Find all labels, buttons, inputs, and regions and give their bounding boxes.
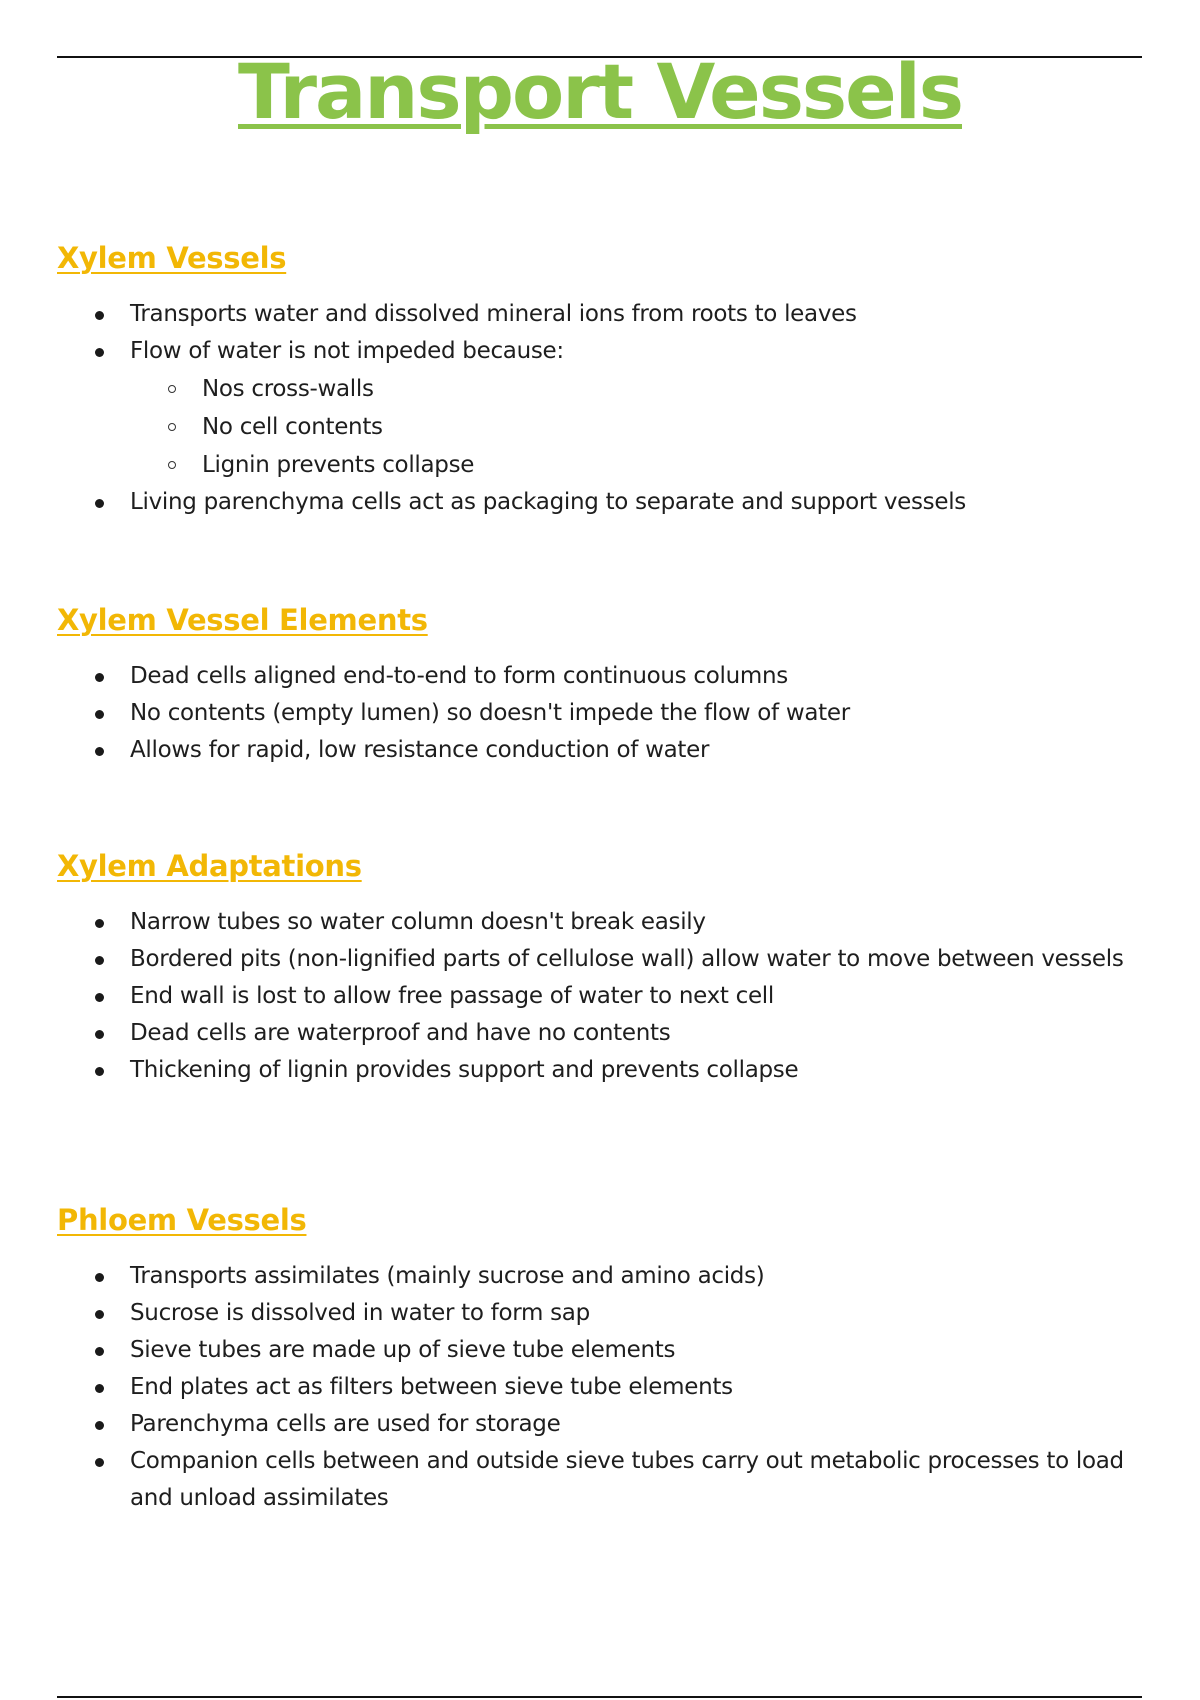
sub-bullet-list (130, 370, 1147, 484)
sub-list-item: Nos cross-walls (57, 370, 1147, 408)
list-item: Parenchyma cells are used for storage (57, 1406, 1147, 1443)
list-item: End plates act as filters between sieve tube elements (57, 1369, 1147, 1406)
list-item: Transports assimilates (mainly sucrose and amino acids) (57, 1258, 1147, 1295)
list-item: Living parenchyma cells act as packaging to separate and support vessels (57, 484, 1147, 521)
list-item: No contents (empty lumen) so doesn't impede the flow of water (57, 695, 1147, 732)
list-item: Bordered pits (non-lignified parts of cellulose wall) allow water to move between vessels (57, 941, 1147, 978)
list-item: Transports water and dissolved mineral ions from roots to leaves (57, 296, 1147, 333)
list-item: Dead cells are waterproof and have no contents (57, 1015, 1147, 1052)
section-phloem-vessels (57, 1202, 1147, 1517)
list-item: Sucrose is dissolved in water to form sap (57, 1295, 1147, 1332)
list-item: Thickening of lignin provides support and prevents collapse (57, 1052, 1147, 1089)
list-item: Companion cells between and outside sieve tubes carry out metabolic processes to load and unload assimilates (57, 1443, 1147, 1517)
bottom-rule (57, 1696, 1142, 1698)
section-xylem-vessel-elements (57, 602, 1147, 769)
section-heading: Xylem Vessels (57, 241, 287, 275)
list-item-text: Flow of water is not impeded because: (130, 338, 564, 364)
section-heading: Xylem Vessel Elements (57, 603, 428, 637)
list-item: Narrow tubes so water column doesn't break easily (57, 904, 1147, 941)
list-item (57, 333, 1147, 484)
bullet-list (57, 904, 1147, 1089)
section-heading: Xylem Adaptations (57, 849, 362, 883)
sub-list-item: No cell contents (57, 408, 1147, 446)
list-item: Sieve tubes are made up of sieve tube elements (57, 1332, 1147, 1369)
bullet-list (57, 658, 1147, 769)
list-item: Allows for rapid, low resistance conduction of water (57, 732, 1147, 769)
section-heading: Phloem Vessels (57, 1203, 307, 1237)
bullet-list (57, 296, 1147, 521)
bullet-list (57, 1258, 1147, 1517)
document-title: Transport Vessels (238, 47, 962, 136)
list-item: End wall is lost to allow free passage of water to next cell (57, 978, 1147, 1015)
section-xylem-vessels (57, 240, 1147, 521)
list-item: Dead cells aligned end-to-end to form continuous columns (57, 658, 1147, 695)
section-xylem-adaptations (57, 848, 1147, 1089)
sub-list-item: Lignin prevents collapse (57, 446, 1147, 484)
